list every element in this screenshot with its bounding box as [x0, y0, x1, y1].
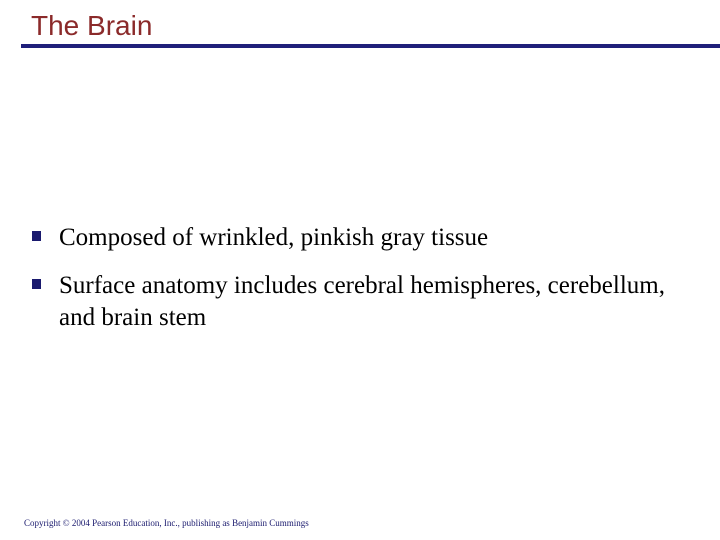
- slide-title: The Brain: [31, 10, 153, 41]
- bullet-text: Surface anatomy includes cerebral hemispheres, cerebellum, and brain stem: [59, 272, 665, 331]
- bullet-list: [32, 222, 692, 350]
- copyright-footer: Copyright © 2004 Pearson Education, Inc., publishing as Benjamin Cummings: [24, 518, 309, 528]
- square-bullet-icon: [32, 231, 41, 241]
- bullet-item: [32, 270, 692, 334]
- square-bullet-icon: [32, 279, 41, 289]
- title-divider: [21, 44, 720, 48]
- bullet-item: [32, 222, 692, 254]
- bullet-text: Composed of wrinkled, pinkish gray tissue: [59, 224, 489, 251]
